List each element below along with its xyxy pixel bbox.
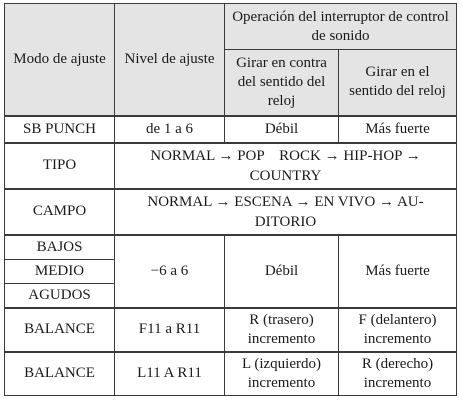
table-row (5, 116, 457, 143)
header-level: Nivel de ajuste (115, 4, 225, 116)
level-cell: L11 A R11 (115, 352, 225, 396)
table-row (5, 189, 457, 235)
mode-cell: CAMPO (5, 189, 115, 235)
options-cell: NORMAL → POP ROCK → HIP-HOP → COUNTRY (115, 143, 457, 189)
cw-cell: Más fuerte (339, 116, 457, 143)
mode-cell: SB PUNCH (5, 116, 115, 143)
sound-settings-table (4, 3, 457, 396)
cw-cell: Más fuerte (339, 235, 457, 308)
level-cell: −6 a 6 (115, 235, 225, 308)
sound-settings-table-container (4, 3, 456, 397)
level-cell: de 1 a 6 (115, 116, 225, 143)
table-row (5, 352, 457, 396)
level-cell: F11 a R11 (115, 308, 225, 352)
cw-cell: R (derecho) incremento (339, 352, 457, 396)
mode-cell: BALANCE (5, 308, 115, 352)
ccw-cell: Débil (225, 235, 339, 308)
header-ccw: Girar en contra del sentido del reloj (225, 50, 339, 116)
table-row (5, 235, 457, 260)
ccw-cell: R (trasero) incremento (225, 308, 339, 352)
mode-cell: BALANCE (5, 352, 115, 396)
mode-cell-bajos: BAJOS (5, 235, 115, 260)
ccw-cell: Débil (225, 116, 339, 143)
options-cell: NORMAL → ESCENA → EN VIVO → AU-DITORIO (115, 189, 457, 235)
header-row-1 (5, 4, 457, 50)
mode-cell-medio: MEDIO (5, 259, 115, 283)
cw-cell: F (delantero) incremento (339, 308, 457, 352)
header-operation: Operación del interruptor de control de sonido (225, 4, 457, 50)
table-row (5, 143, 457, 189)
header-cw: Girar en el sentido del reloj (339, 50, 457, 116)
mode-cell-agudos: AGUDOS (5, 283, 115, 308)
mode-cell: TIPO (5, 143, 115, 189)
ccw-cell: L (izquierdo) incremento (225, 352, 339, 396)
header-mode: Modo de ajuste (5, 4, 115, 116)
table-row (5, 308, 457, 352)
